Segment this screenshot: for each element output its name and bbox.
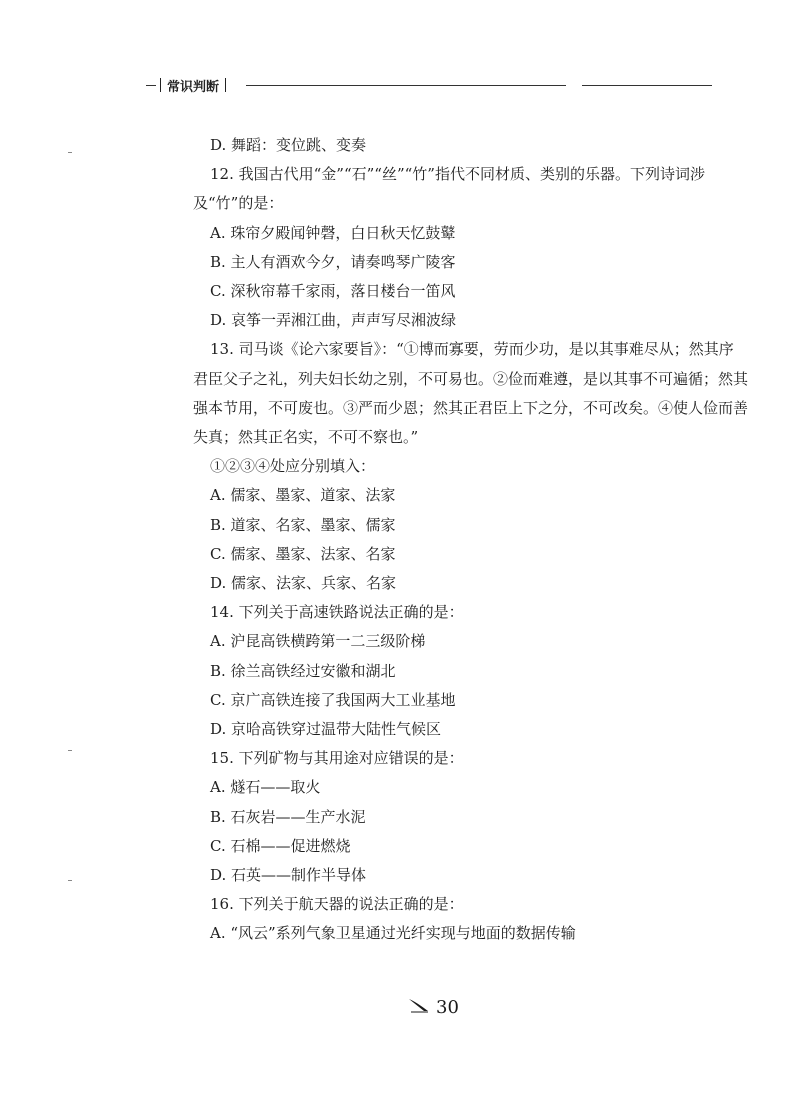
option-line: A. 沪昆高铁横跨第一二三级阶梯 (210, 632, 426, 651)
option-line: C. 京广高铁连接了我国两大工业基地 (210, 690, 456, 709)
page-header (160, 74, 226, 96)
option-line: B. 徐兰高铁经过安徽和湖北 (210, 661, 396, 680)
option-line: C. 儒家、墨家、法家、名家 (210, 544, 396, 563)
question-12-continued: 及“竹”的是： (193, 194, 284, 213)
option-line: A. “风云”系列气象卫星通过光纤实现与地面的数据传输 (210, 924, 576, 943)
question-16: 16. 下列关于航天器的说法正确的是： (210, 895, 464, 914)
option-line: B. 石灰岩——生产水泥 (210, 807, 366, 826)
question-13: 13. 司马谈《论六家要旨》：“①博而寡要，劳而少功，是以其事难尽从；然其序 (210, 340, 734, 359)
option-line: D. 儒家、法家、兵家、名家 (210, 574, 397, 593)
scan-mark (68, 750, 72, 751)
option-line: D. 石英——制作半导体 (210, 866, 367, 885)
header-bar-right (225, 78, 226, 92)
question-13-prompt: ①②③④处应分别填入： (210, 457, 376, 476)
option-line: C. 石棉——促进燃烧 (210, 836, 351, 855)
question-13-continued: 君臣父子之礼，列夫妇长幼之别，不可易也。②俭而难遵，是以其事不可遍循；然其 (193, 369, 749, 388)
question-14: 14. 下列关于高速铁路说法正确的是： (210, 603, 464, 622)
question-13-continued: 强本节用，不可废也。③严而少恩；然其正君臣上下之分，不可改矣。④使人俭而善 (193, 398, 749, 417)
option-line: A. 儒家、墨家、道家、法家 (210, 486, 396, 505)
option-line: D. 舞蹈：变位跳、变奏 (210, 136, 367, 154)
option-line: A. 燧石——取火 (210, 778, 321, 797)
option-line: C. 深秋帘幕千家雨，落日楼台一笛风 (210, 282, 456, 301)
section-title: 常识判断 (167, 79, 220, 95)
question-15: 15. 下列矿物与其用途对应错误的是： (210, 749, 464, 768)
header-rule-left (146, 85, 156, 86)
question-12: 12. 我国古代用“金”“石”“丝”“竹”指代不同材质、类别的乐器。下列诗词涉 (210, 165, 705, 184)
option-line: B. 主人有酒欢今夕，请奏鸣琴广陵客 (210, 252, 456, 271)
question-13-continued: 失真；然其正名实，不可不察也。” (193, 428, 419, 447)
page-content (193, 131, 753, 949)
header-bar-left (160, 78, 161, 92)
page-footer (408, 997, 459, 1018)
option-line: B. 道家、名家、墨家、儒家 (210, 515, 396, 534)
scan-mark (68, 152, 72, 153)
scan-mark (68, 880, 72, 881)
option-line: D. 京哈高铁穿过温带大陆性气候区 (210, 720, 442, 739)
quill-icon (408, 997, 430, 1018)
option-line: D. 哀筝一弄湘江曲，声声写尽湘波绿 (210, 311, 457, 330)
header-rule-right (582, 85, 712, 86)
option-line: A. 珠帘夕殿闻钟磬，白日秋天忆鼓鼙 (210, 223, 456, 242)
header-rule-middle (246, 85, 566, 86)
page-number: 30 (436, 997, 459, 1018)
